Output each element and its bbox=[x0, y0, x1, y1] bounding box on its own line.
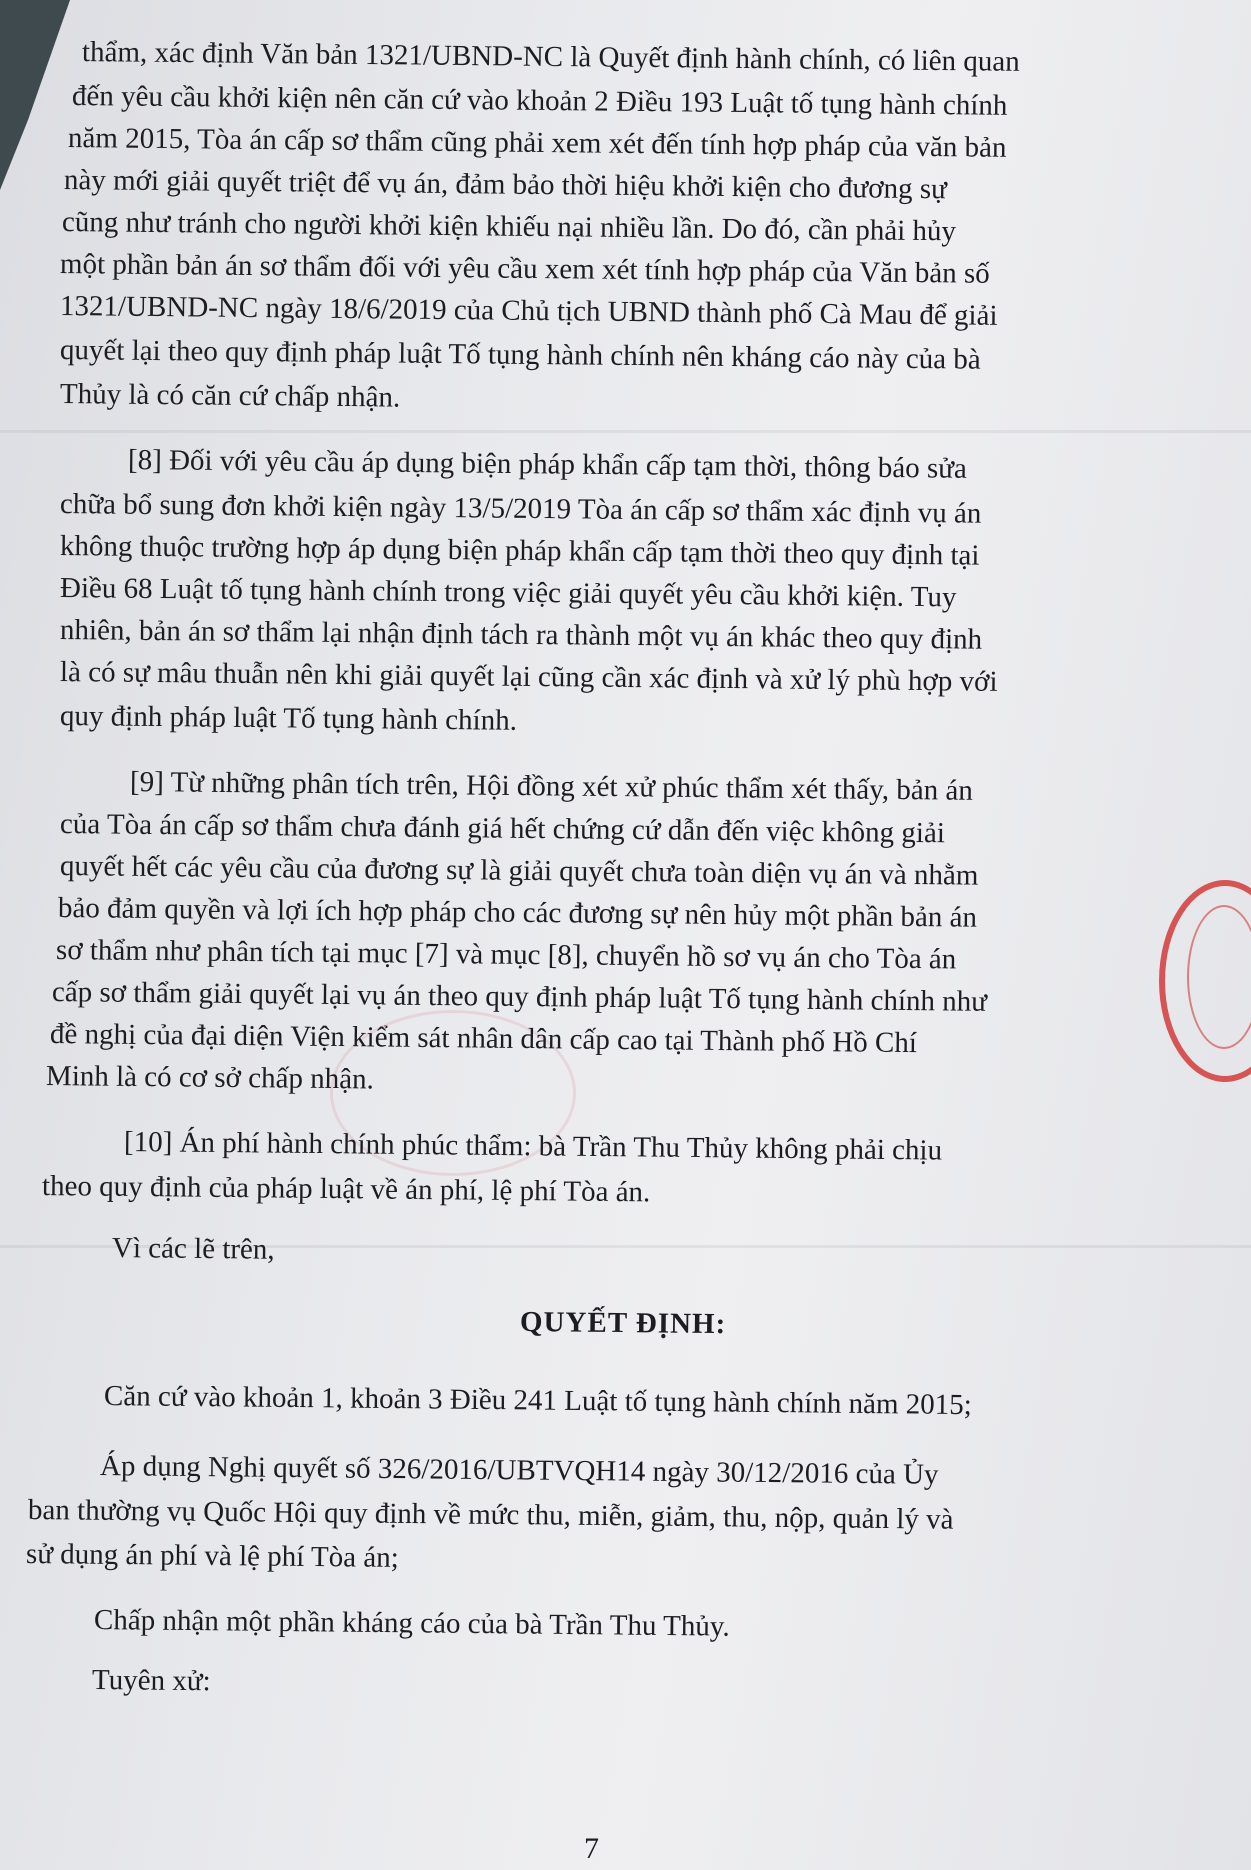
text-line: năm 2015, Tòa án cấp sơ thẩm cũng phải xem xét đến tính hợp pháp của văn bản bbox=[67, 122, 1007, 164]
text-line: là có sự mâu thuẫn nên khi giải quyết lại cũng cần xác định và xử lý phù hợp với bbox=[59, 656, 998, 698]
text-line: này mới giải quyết triệt để vụ án, đảm bảo thời hiệu khởi kiện cho đương sự bbox=[63, 164, 947, 206]
text-line: Thủy là có căn cứ chấp nhận. bbox=[59, 378, 401, 414]
text-line: Tuyên xử: bbox=[91, 1664, 211, 1698]
text-line: nhiên, bản án sơ thẩm lại nhận định tách ra thành một vụ án khác theo quy định bbox=[59, 614, 983, 656]
section-heading: QUYẾT ĐỊNH: bbox=[519, 1306, 727, 1341]
text-line: cũng như tránh cho người khởi kiện khiếu nại nhiều lần. Do đó, cần phải hủy bbox=[61, 206, 957, 248]
text-line: sơ thẩm như phân tích tại mục [7] và mục [8], chuyển hồ sơ vụ án cho Tòa án bbox=[55, 934, 957, 976]
text-line: quyết lại theo quy định pháp luật Tố tụng hành chính nên kháng cáo này của bà bbox=[59, 334, 981, 376]
text-line: không thuộc trường hợp áp dụng biện pháp khẩn cấp tạm thời theo quy định tại bbox=[59, 530, 980, 572]
text-line: chữa bổ sung đơn khởi kiện ngày 13/5/2019 Tòa án cấp sơ thẩm xác định vụ án bbox=[59, 488, 982, 530]
text-line: [9] Từ những phân tích trên, Hội đồng xét xử phúc thẩm xét thấy, bản án bbox=[129, 766, 973, 807]
text-line: một phần bản án sơ thẩm đối với yêu cầu xem xét tính hợp pháp của Văn bản số bbox=[59, 248, 990, 290]
text-line: quyết hết các yêu cầu của đương sự là giải quyết chưa toàn diện vụ án và nhằm bbox=[59, 850, 979, 892]
text-line: Áp dụng Nghị quyết số 326/2016/UBTVQH14 ngày 30/12/2016 của Ủy bbox=[99, 1450, 939, 1491]
text-line: Minh là có cơ sở chấp nhận. bbox=[45, 1060, 374, 1096]
text-line: Điều 68 Luật tố tụng hành chính trong việc giải quyết yêu cầu khởi kiện. Tuy bbox=[59, 572, 957, 614]
text-line: [8] Đối với yêu cầu áp dụng biện pháp khẩn cấp tạm thời, thông báo sửa bbox=[127, 444, 967, 485]
text-line: Căn cứ vào khoản 1, khoản 3 Điều 241 Luật tố tụng hành chính năm 2015; bbox=[103, 1380, 972, 1422]
page-number: 7 bbox=[584, 1832, 599, 1865]
text-line: Chấp nhận một phần kháng cáo của bà Trần Thu Thủy. bbox=[93, 1604, 730, 1643]
text-line: quy định pháp luật Tố tụng hành chính. bbox=[59, 700, 518, 737]
text-line: 1321/UBND-NC ngày 18/6/2019 của Chủ tịch UBND thành phố Cà Mau để giải bbox=[59, 290, 998, 332]
text-line: cấp sơ thẩm giải quyết lại vụ án theo quy định pháp luật Tố tụng hành chính như bbox=[51, 976, 988, 1018]
text-line: đến yêu cầu khởi kiện nên căn cứ vào khoản 2 Điều 193 Luật tố tụng hành chính bbox=[71, 80, 1008, 122]
text-line: theo quy định của pháp luật về án phí, lệ phí Tòa án. bbox=[41, 1170, 651, 1209]
text-line: bảo đảm quyền và lợi ích hợp pháp cho các đương sự nên hủy một phần bản án bbox=[57, 892, 978, 934]
text-line: Vì các lẽ trên, bbox=[111, 1232, 275, 1266]
text-line: của Tòa án cấp sơ thẩm chưa đánh giá hết chứng cứ dẫn đến việc không giải bbox=[59, 808, 946, 850]
text-line: [10] Án phí hành chính phúc thẩm: bà Trần Thu Thủy không phải chịu bbox=[123, 1126, 943, 1167]
text-line: ban thường vụ Quốc Hội quy định về mức thu, miễn, giảm, thu, nộp, quản lý và bbox=[27, 1494, 954, 1536]
text-line: thẩm, xác định Văn bản 1321/UBND-NC là Quyết định hành chính, có liên quan bbox=[81, 36, 1020, 78]
text-line: đề nghị của đại diện Viện kiểm sát nhân dân cấp cao tại Thành phố Hồ Chí bbox=[49, 1018, 918, 1060]
text-line: sử dụng án phí và lệ phí Tòa án; bbox=[25, 1538, 399, 1574]
